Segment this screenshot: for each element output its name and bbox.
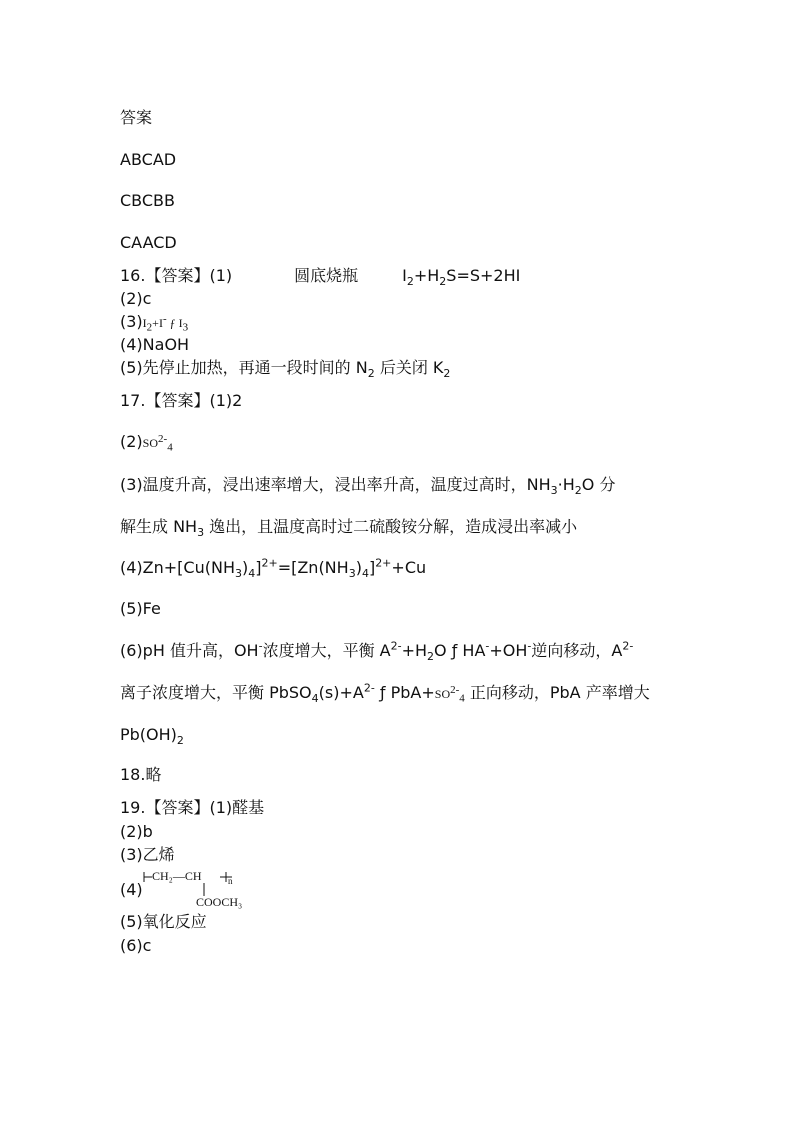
q16-answer-3: $(3)I_2+I^-$ ƒ $I_3$ [120,312,189,334]
answer-heading: 答案 [120,108,153,127]
q19-answer-3: (3)乙烯 [120,845,175,864]
polymer-side-group: COOCH₃ [196,895,243,909]
q16-answer-4: (4)NaOH [120,335,190,354]
q18-answer: 18.略 [120,765,162,784]
q19-answer-5: (5)氧化反应 [120,912,207,931]
q16-apparatus: 圆底烧瓶 [294,266,359,285]
q16-equation: $I_2+H_2S=S+2HI$ [402,266,521,289]
q17-answer-6-line-2: 离子浓度增大，平衡 $PbSO_4(s)+A^{2-}$ ƒ $PbA+SO^{2-}_4$ 正向移动，PbA 产率增大 [120,681,650,706]
q16-answer-5: (5)先停止加热，再通一段时间的 $N_2$ 后关闭 $K_2$ [120,358,451,381]
q17-answer-4: $(4)Zn+[Cu(NH_3)_4]^{2+}=[Zn(NH_3)_4]^{2+}+Cu$ [120,556,427,581]
mc-row-3: CAACD [120,233,177,252]
mc-row-2: CBCBB [120,191,175,210]
q17-answer-2: $(2)SO^{2-}_4$ [120,432,173,454]
q16-line-1 [120,266,521,289]
mc-row-1: ABCAD [120,150,177,169]
q17-answer-5: (5)Fe [120,599,161,618]
q19-answer-6: (6)c [120,936,152,955]
q17-answer-3-line-2: 解生成 $NH_3$ 逸出，且温度高时过二硫酸铵分解，造成浸出率减小 [120,517,578,540]
q19-line-1: 19.【答案】(1)醛基 [120,798,265,817]
polymer-structure [142,866,282,912]
sulfate-ion-2: $SO^{2-}_4$ [434,684,465,705]
q17-answer-6-line-1: (6)pH 值升高，OH-浓度增大，平衡 $A^{2-}+H_2O$ ƒ HA-+OH-逆向移动，$A^{2-}$ [120,639,634,664]
q17-answer-6-line-3: $Pb(OH)_2$ [120,725,184,748]
q17-answer-3-line-1: (3)温度升高，浸出速率增大，浸出率升高，温度过高时，$NH_3\cdot H_2O$ 分 [120,475,616,498]
polymer-repeat-n: n [228,876,233,886]
q17-line-1: 17.【答案】(1)2 [120,391,243,410]
q19-answer-4-label: (4) [120,880,143,899]
polymer-backbone: CH₂—CH [152,869,202,883]
q16-label: 16.【答案】(1) [120,266,233,285]
q16-answer-2: (2)c [120,289,152,308]
q16-triiodide-equilibrium: $I_2+I^-$ ƒ $I_3$ [142,313,189,334]
q19-answer-2: (2)b [120,822,153,841]
sulfate-ion: $SO^{2-}_4$ [142,433,173,454]
